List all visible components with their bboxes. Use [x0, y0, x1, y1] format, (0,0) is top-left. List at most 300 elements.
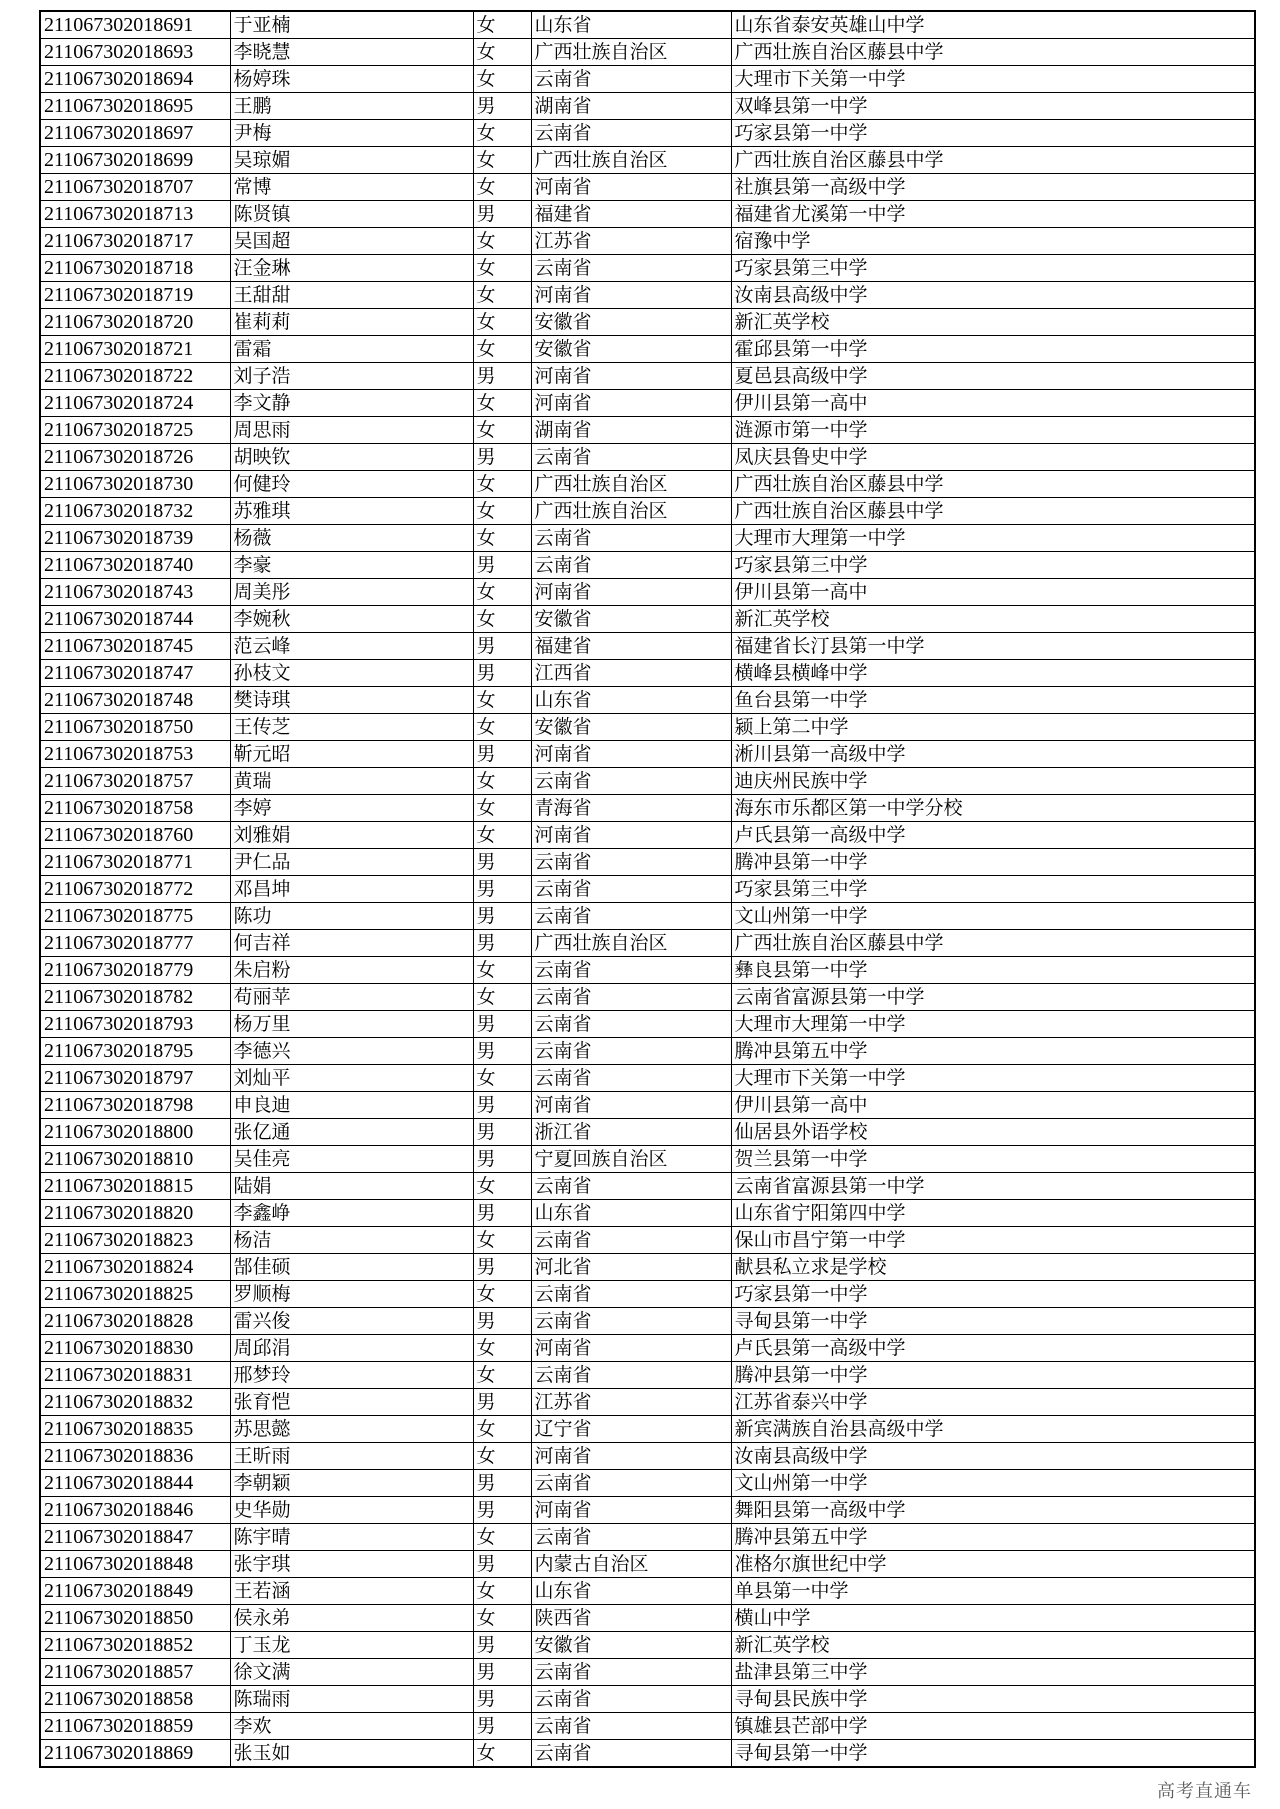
table-row: [40, 336, 1255, 363]
gender-cell: 男: [473, 1713, 531, 1740]
exam-id-cell: 211067302018775: [40, 903, 230, 930]
school-cell: 贺兰县第一中学: [731, 1146, 1255, 1173]
province-cell: 内蒙古自治区: [531, 1551, 731, 1578]
school-cell: 大理市下关第一中学: [731, 1065, 1255, 1092]
name-cell: 王昕雨: [230, 1443, 473, 1470]
school-cell: 腾冲县第一中学: [731, 1362, 1255, 1389]
name-cell: 黄瑞: [230, 768, 473, 795]
school-cell: 双峰县第一中学: [731, 93, 1255, 120]
table-row: [40, 1389, 1255, 1416]
province-cell: 云南省: [531, 1740, 731, 1768]
student-table-body: [40, 11, 1255, 1767]
table-row: [40, 1011, 1255, 1038]
school-cell: 仙居县外语学校: [731, 1119, 1255, 1146]
province-cell: 云南省: [531, 120, 731, 147]
exam-id-cell: 211067302018757: [40, 768, 230, 795]
table-row: [40, 1281, 1255, 1308]
table-row: [40, 1605, 1255, 1632]
name-cell: 周思雨: [230, 417, 473, 444]
province-cell: 河南省: [531, 1335, 731, 1362]
province-cell: 云南省: [531, 1065, 731, 1092]
province-cell: 云南省: [531, 255, 731, 282]
table-row: [40, 1335, 1255, 1362]
school-cell: 巧家县第三中学: [731, 552, 1255, 579]
school-cell: 腾冲县第五中学: [731, 1038, 1255, 1065]
gender-cell: 男: [473, 1659, 531, 1686]
table-row: [40, 903, 1255, 930]
school-cell: 夏邑县高级中学: [731, 363, 1255, 390]
school-cell: 文山州第一中学: [731, 903, 1255, 930]
gender-cell: 女: [473, 1173, 531, 1200]
province-cell: 浙江省: [531, 1119, 731, 1146]
gender-cell: 女: [473, 714, 531, 741]
gender-cell: 男: [473, 930, 531, 957]
name-cell: 陆娟: [230, 1173, 473, 1200]
table-row: [40, 1038, 1255, 1065]
exam-id-cell: 211067302018739: [40, 525, 230, 552]
name-cell: 李豪: [230, 552, 473, 579]
gender-cell: 女: [473, 606, 531, 633]
exam-id-cell: 211067302018726: [40, 444, 230, 471]
school-cell: 山东省宁阳第四中学: [731, 1200, 1255, 1227]
province-cell: 山东省: [531, 1578, 731, 1605]
province-cell: 云南省: [531, 1659, 731, 1686]
school-cell: 迪庆州民族中学: [731, 768, 1255, 795]
exam-id-cell: 211067302018869: [40, 1740, 230, 1768]
school-cell: 保山市昌宁第一中学: [731, 1227, 1255, 1254]
gender-cell: 女: [473, 228, 531, 255]
table-row: [40, 1308, 1255, 1335]
table-row: [40, 876, 1255, 903]
exam-id-cell: 211067302018721: [40, 336, 230, 363]
name-cell: 王若涵: [230, 1578, 473, 1605]
exam-id-cell: 211067302018732: [40, 498, 230, 525]
exam-id-cell: 211067302018730: [40, 471, 230, 498]
name-cell: 张亿通: [230, 1119, 473, 1146]
exam-id-cell: 211067302018825: [40, 1281, 230, 1308]
gender-cell: 男: [473, 363, 531, 390]
name-cell: 杨洁: [230, 1227, 473, 1254]
school-cell: 霍邱县第一中学: [731, 336, 1255, 363]
table-row: [40, 1524, 1255, 1551]
school-cell: 江苏省泰兴中学: [731, 1389, 1255, 1416]
province-cell: 广西壮族自治区: [531, 930, 731, 957]
gender-cell: 女: [473, 417, 531, 444]
exam-id-cell: 211067302018753: [40, 741, 230, 768]
name-cell: 于亚楠: [230, 11, 473, 39]
exam-id-cell: 211067302018800: [40, 1119, 230, 1146]
name-cell: 何吉祥: [230, 930, 473, 957]
school-cell: 云南省富源县第一中学: [731, 984, 1255, 1011]
gender-cell: 女: [473, 1281, 531, 1308]
table-row: [40, 39, 1255, 66]
exam-id-cell: 211067302018850: [40, 1605, 230, 1632]
school-cell: 福建省长汀县第一中学: [731, 633, 1255, 660]
name-cell: 雷兴俊: [230, 1308, 473, 1335]
school-cell: 海东市乐都区第一中学分校: [731, 795, 1255, 822]
name-cell: 侯永弟: [230, 1605, 473, 1632]
name-cell: 胡映钦: [230, 444, 473, 471]
exam-id-cell: 211067302018694: [40, 66, 230, 93]
table-row: [40, 255, 1255, 282]
gender-cell: 男: [473, 876, 531, 903]
name-cell: 崔莉莉: [230, 309, 473, 336]
table-row: [40, 552, 1255, 579]
gender-cell: 男: [473, 1389, 531, 1416]
name-cell: 李欢: [230, 1713, 473, 1740]
province-cell: 江西省: [531, 660, 731, 687]
exam-id-cell: 211067302018713: [40, 201, 230, 228]
exam-id-cell: 211067302018779: [40, 957, 230, 984]
school-cell: 大理市下关第一中学: [731, 66, 1255, 93]
gender-cell: 女: [473, 147, 531, 174]
gender-cell: 女: [473, 957, 531, 984]
province-cell: 山东省: [531, 1200, 731, 1227]
exam-id-cell: 211067302018719: [40, 282, 230, 309]
province-cell: 广西壮族自治区: [531, 498, 731, 525]
province-cell: 河南省: [531, 822, 731, 849]
gender-cell: 男: [473, 1092, 531, 1119]
name-cell: 雷霜: [230, 336, 473, 363]
gender-cell: 女: [473, 1740, 531, 1768]
table-row: [40, 309, 1255, 336]
exam-id-cell: 211067302018722: [40, 363, 230, 390]
exam-id-cell: 211067302018848: [40, 1551, 230, 1578]
table-row: [40, 768, 1255, 795]
exam-id-cell: 211067302018760: [40, 822, 230, 849]
province-cell: 河南省: [531, 579, 731, 606]
exam-id-cell: 211067302018758: [40, 795, 230, 822]
province-cell: 云南省: [531, 1011, 731, 1038]
name-cell: 周邱涓: [230, 1335, 473, 1362]
table-row: [40, 498, 1255, 525]
name-cell: 靳元昭: [230, 741, 473, 768]
school-cell: 彝良县第一中学: [731, 957, 1255, 984]
table-row: [40, 66, 1255, 93]
name-cell: 张玉如: [230, 1740, 473, 1768]
school-cell: 福建省尤溪第一中学: [731, 201, 1255, 228]
exam-id-cell: 211067302018691: [40, 11, 230, 39]
province-cell: 湖南省: [531, 417, 731, 444]
province-cell: 云南省: [531, 1524, 731, 1551]
province-cell: 云南省: [531, 1281, 731, 1308]
school-cell: 巧家县第三中学: [731, 876, 1255, 903]
province-cell: 云南省: [531, 1686, 731, 1713]
province-cell: 云南省: [531, 1308, 731, 1335]
province-cell: 河南省: [531, 282, 731, 309]
exam-id-cell: 211067302018820: [40, 1200, 230, 1227]
school-cell: 云南省富源县第一中学: [731, 1173, 1255, 1200]
table-row: [40, 1065, 1255, 1092]
exam-id-cell: 211067302018747: [40, 660, 230, 687]
school-cell: 社旗县第一高级中学: [731, 174, 1255, 201]
name-cell: 李文静: [230, 390, 473, 417]
gender-cell: 男: [473, 903, 531, 930]
name-cell: 徐文满: [230, 1659, 473, 1686]
name-cell: 朱启粉: [230, 957, 473, 984]
gender-cell: 男: [473, 1038, 531, 1065]
province-cell: 云南省: [531, 984, 731, 1011]
name-cell: 周美彤: [230, 579, 473, 606]
school-cell: 广西壮族自治区藤县中学: [731, 930, 1255, 957]
name-cell: 杨婷珠: [230, 66, 473, 93]
table-row: [40, 1713, 1255, 1740]
province-cell: 福建省: [531, 633, 731, 660]
name-cell: 何健玲: [230, 471, 473, 498]
table-row: [40, 228, 1255, 255]
table-row: [40, 282, 1255, 309]
name-cell: 陈瑞雨: [230, 1686, 473, 1713]
exam-id-cell: 211067302018830: [40, 1335, 230, 1362]
province-cell: 云南省: [531, 1713, 731, 1740]
school-cell: 卢氏县第一高级中学: [731, 822, 1255, 849]
name-cell: 王鹏: [230, 93, 473, 120]
name-cell: 张育恺: [230, 1389, 473, 1416]
table-row: [40, 579, 1255, 606]
gender-cell: 男: [473, 1254, 531, 1281]
name-cell: 吴琼媚: [230, 147, 473, 174]
school-cell: 伊川县第一高中: [731, 1092, 1255, 1119]
school-cell: 献县私立求是学校: [731, 1254, 1255, 1281]
table-row: [40, 1470, 1255, 1497]
exam-id-cell: 211067302018847: [40, 1524, 230, 1551]
exam-id-cell: 211067302018724: [40, 390, 230, 417]
school-cell: 准格尔旗世纪中学: [731, 1551, 1255, 1578]
table-row: [40, 93, 1255, 120]
exam-id-cell: 211067302018725: [40, 417, 230, 444]
table-row: [40, 525, 1255, 552]
school-cell: 寻甸县第一中学: [731, 1308, 1255, 1335]
exam-id-cell: 211067302018858: [40, 1686, 230, 1713]
table-row: [40, 174, 1255, 201]
gender-cell: 男: [473, 444, 531, 471]
gender-cell: 女: [473, 471, 531, 498]
gender-cell: 女: [473, 1443, 531, 1470]
province-cell: 云南省: [531, 903, 731, 930]
exam-id-cell: 211067302018823: [40, 1227, 230, 1254]
province-cell: 云南省: [531, 1470, 731, 1497]
name-cell: 郜佳硕: [230, 1254, 473, 1281]
gender-cell: 女: [473, 1065, 531, 1092]
province-cell: 安徽省: [531, 714, 731, 741]
table-row: [40, 11, 1255, 39]
school-cell: 淅川县第一高级中学: [731, 741, 1255, 768]
province-cell: 江苏省: [531, 1389, 731, 1416]
gender-cell: 女: [473, 1227, 531, 1254]
school-cell: 卢氏县第一高级中学: [731, 1335, 1255, 1362]
exam-id-cell: 211067302018844: [40, 1470, 230, 1497]
school-cell: 大理市大理第一中学: [731, 525, 1255, 552]
province-cell: 福建省: [531, 201, 731, 228]
exam-id-cell: 211067302018857: [40, 1659, 230, 1686]
school-cell: 凤庆县鲁史中学: [731, 444, 1255, 471]
table-row: [40, 1497, 1255, 1524]
name-cell: 樊诗琪: [230, 687, 473, 714]
exam-id-cell: 211067302018849: [40, 1578, 230, 1605]
school-cell: 新汇英学校: [731, 309, 1255, 336]
table-row: [40, 984, 1255, 1011]
gender-cell: 男: [473, 552, 531, 579]
province-cell: 云南省: [531, 552, 731, 579]
exam-id-cell: 211067302018797: [40, 1065, 230, 1092]
gender-cell: 女: [473, 39, 531, 66]
name-cell: 苏思懿: [230, 1416, 473, 1443]
province-cell: 安徽省: [531, 606, 731, 633]
table-row: [40, 1416, 1255, 1443]
province-cell: 河南省: [531, 390, 731, 417]
province-cell: 山东省: [531, 687, 731, 714]
exam-id-cell: 211067302018846: [40, 1497, 230, 1524]
gender-cell: 女: [473, 687, 531, 714]
school-cell: 广西壮族自治区藤县中学: [731, 147, 1255, 174]
table-row: [40, 1173, 1255, 1200]
school-cell: 鱼台县第一中学: [731, 687, 1255, 714]
gender-cell: 男: [473, 93, 531, 120]
table-row: [40, 660, 1255, 687]
exam-id-cell: 211067302018777: [40, 930, 230, 957]
exam-id-cell: 211067302018859: [40, 1713, 230, 1740]
table-row: [40, 1227, 1255, 1254]
gender-cell: 女: [473, 1605, 531, 1632]
exam-id-cell: 211067302018740: [40, 552, 230, 579]
name-cell: 刘子浩: [230, 363, 473, 390]
exam-id-cell: 211067302018852: [40, 1632, 230, 1659]
table-row: [40, 1443, 1255, 1470]
school-cell: 山东省泰安英雄山中学: [731, 11, 1255, 39]
school-cell: 颍上第二中学: [731, 714, 1255, 741]
province-cell: 广西壮族自治区: [531, 39, 731, 66]
gender-cell: 女: [473, 1578, 531, 1605]
name-cell: 苏雅琪: [230, 498, 473, 525]
name-cell: 孙枝文: [230, 660, 473, 687]
name-cell: 申良迪: [230, 1092, 473, 1119]
province-cell: 安徽省: [531, 1632, 731, 1659]
school-cell: 横峰县横峰中学: [731, 660, 1255, 687]
school-cell: 巧家县第三中学: [731, 255, 1255, 282]
table-row: [40, 390, 1255, 417]
gender-cell: 女: [473, 66, 531, 93]
province-cell: 河南省: [531, 1092, 731, 1119]
exam-id-cell: 211067302018717: [40, 228, 230, 255]
name-cell: 李晓慧: [230, 39, 473, 66]
table-row: [40, 687, 1255, 714]
gender-cell: 女: [473, 984, 531, 1011]
gender-cell: 男: [473, 1551, 531, 1578]
school-cell: 新汇英学校: [731, 606, 1255, 633]
school-cell: 广西壮族自治区藤县中学: [731, 498, 1255, 525]
province-cell: 湖南省: [531, 93, 731, 120]
province-cell: 广西壮族自治区: [531, 147, 731, 174]
table-row: [40, 444, 1255, 471]
exam-id-cell: 211067302018835: [40, 1416, 230, 1443]
table-row: [40, 120, 1255, 147]
gender-cell: 女: [473, 822, 531, 849]
gender-cell: 男: [473, 1119, 531, 1146]
exam-id-cell: 211067302018815: [40, 1173, 230, 1200]
school-cell: 宿豫中学: [731, 228, 1255, 255]
name-cell: 苟丽苹: [230, 984, 473, 1011]
province-cell: 云南省: [531, 768, 731, 795]
gender-cell: 女: [473, 1524, 531, 1551]
name-cell: 常博: [230, 174, 473, 201]
table-row: [40, 1632, 1255, 1659]
gender-cell: 女: [473, 498, 531, 525]
gender-cell: 男: [473, 1200, 531, 1227]
exam-id-cell: 211067302018798: [40, 1092, 230, 1119]
table-row: [40, 1740, 1255, 1768]
table-row: [40, 1119, 1255, 1146]
school-cell: 巧家县第一中学: [731, 1281, 1255, 1308]
province-cell: 云南省: [531, 1227, 731, 1254]
gender-cell: 女: [473, 282, 531, 309]
name-cell: 尹梅: [230, 120, 473, 147]
province-cell: 云南省: [531, 849, 731, 876]
school-cell: 伊川县第一高中: [731, 390, 1255, 417]
province-cell: 江苏省: [531, 228, 731, 255]
exam-id-cell: 211067302018831: [40, 1362, 230, 1389]
province-cell: 云南省: [531, 444, 731, 471]
exam-id-cell: 211067302018828: [40, 1308, 230, 1335]
table-row: [40, 471, 1255, 498]
school-cell: 横山中学: [731, 1605, 1255, 1632]
table-row: [40, 1551, 1255, 1578]
school-cell: 汝南县高级中学: [731, 1443, 1255, 1470]
table-row: [40, 1200, 1255, 1227]
gender-cell: 女: [473, 1416, 531, 1443]
exam-id-cell: 211067302018745: [40, 633, 230, 660]
table-row: [40, 930, 1255, 957]
school-cell: 腾冲县第五中学: [731, 1524, 1255, 1551]
exam-id-cell: 211067302018795: [40, 1038, 230, 1065]
school-cell: 广西壮族自治区藤县中学: [731, 471, 1255, 498]
exam-id-cell: 211067302018744: [40, 606, 230, 633]
name-cell: 尹仁品: [230, 849, 473, 876]
gender-cell: 女: [473, 1335, 531, 1362]
exam-id-cell: 211067302018748: [40, 687, 230, 714]
name-cell: 李德兴: [230, 1038, 473, 1065]
name-cell: 史华勋: [230, 1497, 473, 1524]
province-cell: 云南省: [531, 1038, 731, 1065]
table-row: [40, 795, 1255, 822]
gender-cell: 男: [473, 1632, 531, 1659]
gender-cell: 男: [473, 1470, 531, 1497]
table-row: [40, 147, 1255, 174]
gender-cell: 女: [473, 579, 531, 606]
province-cell: 云南省: [531, 1173, 731, 1200]
gender-cell: 男: [473, 1146, 531, 1173]
name-cell: 李婉秋: [230, 606, 473, 633]
table-row: [40, 417, 1255, 444]
name-cell: 吴佳亮: [230, 1146, 473, 1173]
table-row: [40, 957, 1255, 984]
school-cell: 伊川县第一高中: [731, 579, 1255, 606]
name-cell: 邓昌坤: [230, 876, 473, 903]
school-cell: 广西壮族自治区藤县中学: [731, 39, 1255, 66]
exam-id-cell: 211067302018720: [40, 309, 230, 336]
name-cell: 李朝颖: [230, 1470, 473, 1497]
name-cell: 刘灿平: [230, 1065, 473, 1092]
table-row: [40, 606, 1255, 633]
exam-id-cell: 211067302018771: [40, 849, 230, 876]
name-cell: 罗顺梅: [230, 1281, 473, 1308]
province-cell: 云南省: [531, 876, 731, 903]
school-cell: 寻甸县民族中学: [731, 1686, 1255, 1713]
exam-id-cell: 211067302018695: [40, 93, 230, 120]
name-cell: 王甜甜: [230, 282, 473, 309]
school-cell: 寻甸县第一中学: [731, 1740, 1255, 1768]
exam-id-cell: 211067302018718: [40, 255, 230, 282]
table-row: [40, 363, 1255, 390]
